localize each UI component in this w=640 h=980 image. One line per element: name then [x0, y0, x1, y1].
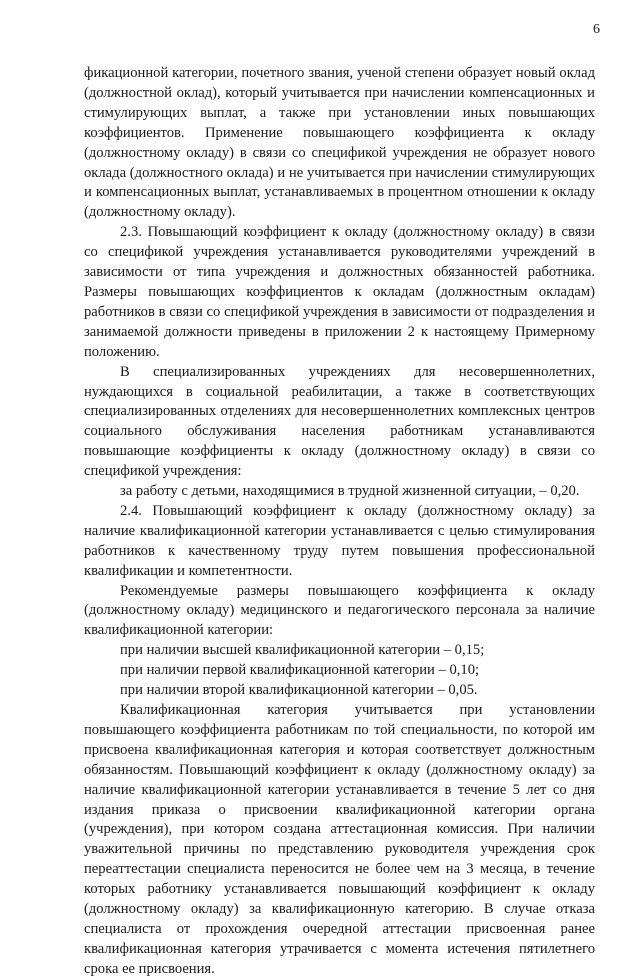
paragraph-recommended-sizes: Рекомендуемые размеры повышающего коэффициента к окладу (должностному окладу) медицинского и педагогического персонала за наличие квалификационной категории:	[84, 582, 595, 639]
paragraph-2-4: 2.4. Повышающий коэффициент к окладу (должностному окладу) за наличие квалификационной категории устанавливается с целью стимулирования работников к качественному труду путем повышения профессиональной квалификации и компетентности.	[84, 502, 595, 579]
paragraph-continuation: фикационной категории, почетного звания, ученой степени образует новый оклад (должностной оклад), который учитывается при начислении компенсационных и стимулирующих выплат, а также при установлении иных повышающих коэффициентов. Применение повышающего коэффициента к окладу (должностному окладу) в связи со спецификой учреждения не образует нового оклада (должностного оклада) и не учитывается при начислении стимулирующих и компенсационных выплат, устанавливаемых в процентном отношении к окладу (должностному окладу).	[84, 65, 595, 221]
page-number: 6	[593, 22, 600, 37]
paragraph-specialized-institutions: В специализированных учреждениях для несовершеннолетних, нуждающихся в социальной реабилитации, а также в соответствующих специализированных отделениях для несовершеннолетних комплексных центров социального обслуживания населения работникам устанавливаются повышающие коэффициенты к окладу (должностному окладу) в связи со спецификой учреждения:	[84, 363, 595, 480]
paragraph-category-rules: Квалификационная категория учитывается при установлении повышающего коэффициента работникам по той специальности, по которой им присвоена квалификационная категория и которая соответствует должностным обязанностям. Повышающий коэффициент к окладу (должностному окладу) за наличие квалификационной категории устанавливается в течение 5 лет со дня издания приказа о присвоении квалификационной категории органа (учреждения), при котором создана аттестационная комиссия. При наличии уважительной причины по представлению руководителя учреждения срок переаттестации специалиста переносится не более чем на 3 месяца, в течение которых работнику устанавливается повышающий коэффициент к окладу (должностному окладу) за квалификационную категорию. В случае отказа специалиста от прохождения очередной аттестации присвоенная ранее квалификационная категория утрачивается с момента истечения пятилетнего срока ее присвоения.	[84, 702, 595, 977]
list-item-highest-category: при наличии высшей квалификационной категории – 0,15;	[120, 642, 485, 659]
document-body	[84, 64, 595, 980]
paragraph-children-coefficient: за работу с детьми, находящимися в трудной жизненной ситуации, – 0,20.	[120, 483, 580, 500]
paragraph-2-3: 2.3. Повышающий коэффициент к окладу (должностному окладу) в связи со спецификой учреждения устанавливается руководителями учреждений в зависимости от типа учреждения и должностных обязанностей работника. Размеры повышающих коэффициентов к окладам (должностным окладам) работников в связи со спецификой учреждения в зависимости от подразделения и занимаемой должности приведены в приложении 2 к настоящему Примерному положению.	[84, 224, 595, 360]
list-item-second-category: при наличии второй квалификационной категории – 0,05.	[120, 682, 478, 699]
list-item-first-category: при наличии первой квалификационной категории – 0,10;	[120, 662, 480, 679]
